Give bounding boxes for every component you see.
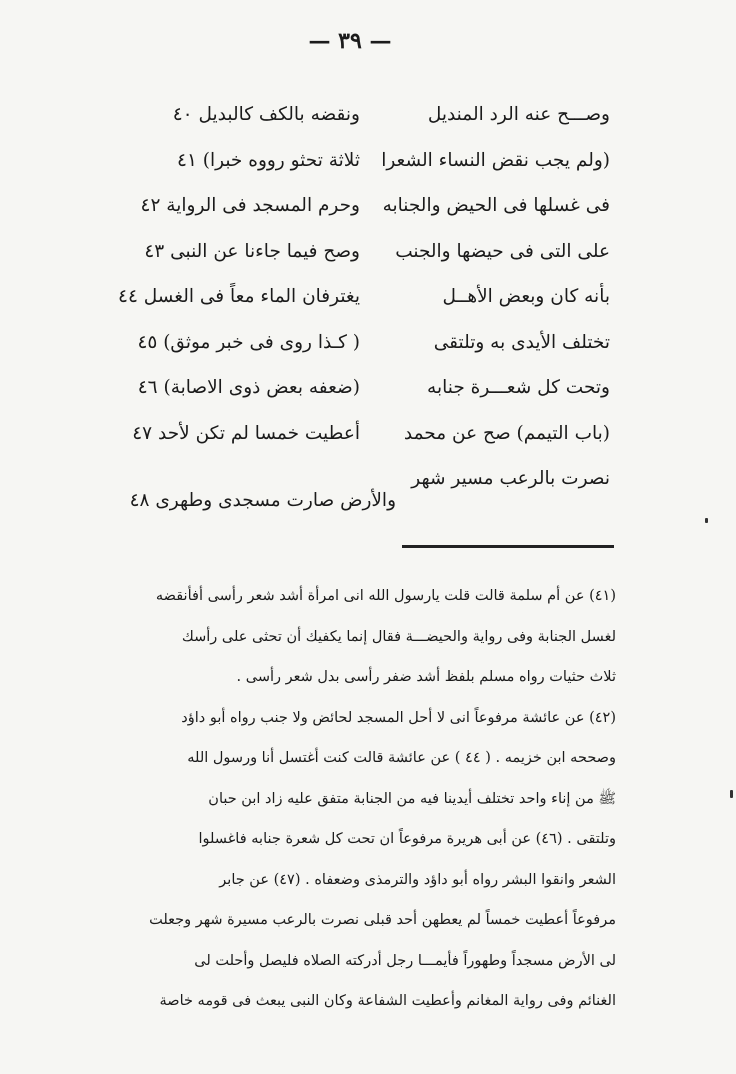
footnote-line: لى الأرض مسجداً وطهوراً فأيمـــا رجل أدركته الصلاه فليصل وأحلت لى (194, 952, 616, 969)
verse-row (90, 274, 610, 320)
verse-first-hemistich: (باب التيمم) صح عن محمد (403, 422, 610, 444)
verse-first-hemistich: (ولم يجب نقض النساء الشعرا (381, 149, 610, 171)
footnote-line: وصححه ابن خزيمه . ( ٤٤ ) عن عائشة قالت كنت أغتسل أنا ورسول الله (187, 750, 616, 766)
verse-first-hemistich: بأنه كان وبعض الأهــل (442, 286, 610, 308)
verse-row (90, 365, 610, 411)
footnote-line: (٤٢) عن عائشة مرفوعاً انى لا أحل المسجد لحائض ولا جنب رواه أبو داؤد (181, 709, 616, 726)
verse-row (90, 229, 610, 275)
footnote-line: لغسل الجنابة وفى رواية والحيضـــة فقال إنما يكفيك أن تحثى على رأسك (181, 628, 616, 645)
footnote-line: الشعر وانقوا البشر رواه أبو داؤد والترمذى وضعفاه . (٤٧) عن جابر (219, 871, 616, 888)
verse-second-hemistich: يغترفان الماء معاً فى الغسل ٤٤ (118, 286, 360, 308)
verse-second-hemistich: ونقضه بالكف كالبديل ٤٠ (172, 104, 360, 126)
verse-row (90, 92, 610, 138)
footnote-line: الغنائم وفى رواية المغانم وأعطيت الشفاعة وكان النبى يبعث فى قومه خاصة (159, 993, 616, 1009)
verse-row (90, 411, 610, 457)
footnote-line: (٤١) عن أم سلمة قالت قلت يارسول الله انى امرأة أشد شعر رأسى أفأنقضه (155, 588, 616, 604)
verse-first-hemistich: نصرت بالرعب مسير شهر (411, 468, 610, 490)
verse-second-hemistich: (ضعفه بعض ذوى الاصابة) ٤٦ (137, 377, 360, 399)
footnote-separator (402, 545, 614, 548)
verse-row (90, 138, 610, 184)
verse-row (90, 183, 610, 229)
verse-first-hemistich: على التى فى حيضها والجنب (395, 240, 610, 262)
verse-first-hemistich: وتحت كل شعـــرة جنابه (427, 377, 610, 399)
footnote-line: ثلاث حثيات رواه مسلم بلفظ أشد ضفر رأسى بدل شعر رأسى . (236, 669, 616, 685)
ink-speck (705, 518, 708, 523)
final-verse: والأرض صارت مسجدى وطهرى ٤٨ (129, 490, 396, 511)
verse-second-hemistich: أعطيت خمسا لم تكن لأحد ٤٧ (132, 422, 360, 444)
page-number: — ٣٩ — (308, 28, 392, 54)
verse-second-hemistich: وصح فيما جاءنا عن النبى ٤٣ (144, 240, 360, 262)
footnote-line: وتلتقى . (٤٦) عن أبى هريرة مرفوعاً ان تحت كل شعرة جنابه فاغسلوا (198, 831, 616, 847)
footnotes (94, 576, 616, 1022)
verse-second-hemistich: ثلاثة تحثو رووه خبرا) ٤١ (177, 149, 360, 171)
ink-speck (730, 790, 733, 798)
verse-row (90, 320, 610, 366)
footnote-line: ﷺ من إناء واحد تختلف أيدينا فيه من الجنابة متفق عليه زاد ابن حبان (208, 790, 616, 807)
verse-first-hemistich: تختلف الأيدى به وتلتقى (433, 331, 610, 353)
verse-second-hemistich: وحرم المسجد فى الرواية ٤٢ (140, 195, 360, 217)
verse-first-hemistich: وصـــح عنه الرد المنديل (427, 104, 610, 126)
verse-block (90, 92, 610, 502)
footnote-line: مرفوعاً أعطيت خمساً لم يعطهن أحد قبلى نصرت بالرعب مسيرة شهر وجعلت (149, 912, 616, 928)
verse-second-hemistich: ( كـذا روى فى خبر موثق) ٤٥ (137, 331, 360, 353)
verse-first-hemistich: فى غسلها فى الحيض والجنابه (382, 195, 610, 217)
